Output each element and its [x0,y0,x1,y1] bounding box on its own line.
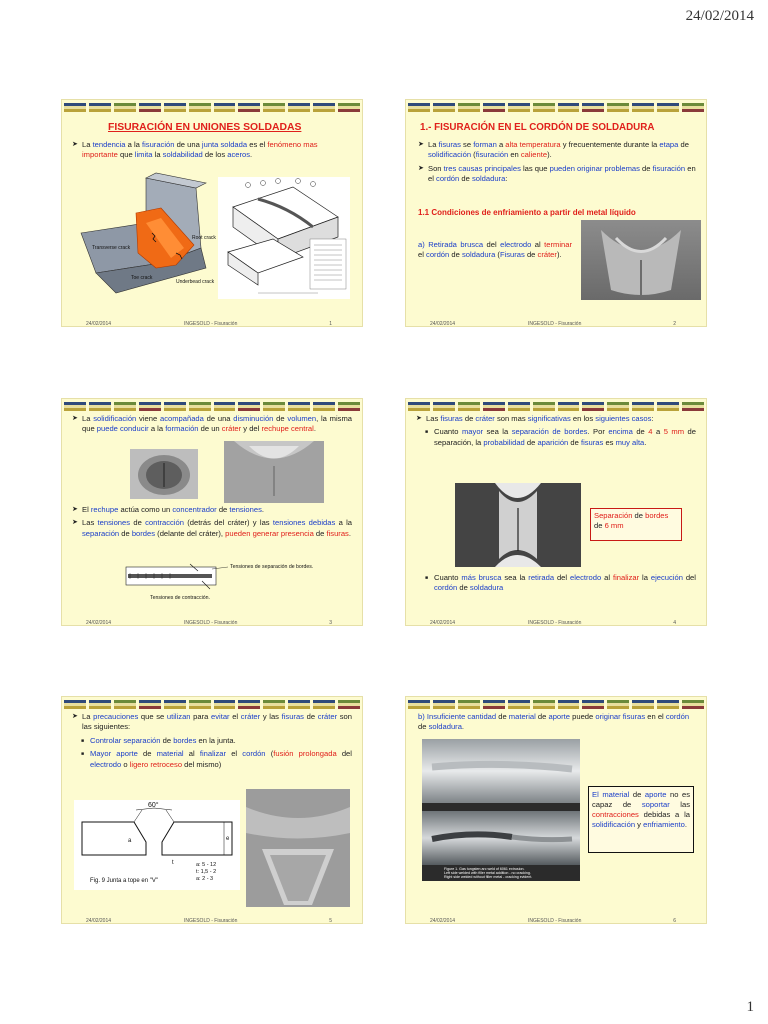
footer-center: INGESOLD - Fisuración [528,620,582,626]
footer-date: 24/02/2014 [86,620,112,626]
a-label: a [128,838,132,844]
filler-material-callout: El material de aporte no es capaz de soportar las contracciones debidas a la solidificación y enfriamiento. [588,786,694,853]
slide-number: 5 [329,918,332,924]
slide-title: FISURACIÓN EN UNIONES SOLDADAS [108,122,302,133]
label-contraccion: Tensiones de contracción. [150,595,210,601]
t-label: t [172,860,174,866]
decorative-stripe [406,700,706,709]
angle-label: 60° [148,802,159,809]
slide-number: 3 [329,620,332,626]
photo-caption-line-3: Right side welded without filler metal - cracking evident. [444,875,533,879]
footer-date: 24/02/2014 [430,321,456,327]
weld-crack-diagram [76,173,216,298]
slide-title: 1.- FISURACIÓN EN EL CORDÓN DE SOLDADURA [420,122,655,133]
spec-a2: a: 2 - 3 [196,876,214,882]
decorative-stripe [406,103,706,112]
bullet-text: ➤ La solidificación viene acompañada de una disminución de volumen, la misma que puede conducir a la formación de un cráter y del rechupe central. [72,414,352,435]
bullet-text: ➤ La tendencia a la fisuración de una junta soldada es el fenómeno mas importante que limita la soldabilidad de los aceros. [72,140,350,161]
figure-caption: Fig. 9 Junta a tope en "V" [90,878,158,884]
decorative-stripe [406,402,706,411]
label-underbead-crack: Underbead crack [176,279,215,285]
page-number: 1 [746,999,754,1015]
bullet-text: ➤ Son tres causas principales las que pueden originar problemas de fisuración en el cordón de soldadura: [418,164,696,185]
label-root-crack: Root crack [192,235,216,241]
spec-t: t: 1,5 - 2 [196,869,217,875]
photo-caption-line-2: Left side welded with filler metal addition - no cracking. [444,871,531,875]
footer-date: 24/02/2014 [430,918,456,924]
slide-5 [62,697,362,923]
slide-3 [62,399,362,625]
item-a-text: a) Retirada brusca del electrodo al terminar el cordón de soldadura (Fisuras de cráter). [418,240,572,260]
bullet-text: ➤ Las fisuras de cráter son mas significativas en los siguientes casos: [416,414,696,424]
crack-types-drawing [218,177,350,299]
footer-center: INGESOLD - Fisuración [184,620,238,626]
slide-number: 6 [673,918,676,924]
decorative-stripe [62,402,362,411]
footer-center: INGESOLD - Fisuración [184,918,238,924]
sub-bullet-text: ■ Mayor aporte de material al finalizar el cordón (fusión prolongada del electrodo o ligero retroceso del mismo) [72,749,352,770]
bullet-text: ➤ El rechupe actúa como un concentrador de tensiones. [72,505,352,515]
crater-section-photo [224,441,324,503]
sub-bullet-text: ■ Cuanto más brusca sea la retirada del electrodo al finalizar la ejecución del cordón de soldadura [416,573,696,594]
slide-6 [406,697,706,923]
sub-bullet-text: ■ Cuanto mayor sea la separación de bordes. Por encima de 4 a 5 mm de separación, la probabilidad de aparición de fisuras es muy alta. [416,427,696,448]
section-subtitle: 1.1 Condiciones de enfriamiento a partir del metal líquido [418,208,636,217]
slide-number: 4 [673,620,676,626]
bullet-text: ➤ La precauciones que se utilizan para evitar el cráter y las fisuras de cráter son las siguientes: [72,712,352,733]
footer-date: 24/02/2014 [430,620,456,626]
bullet-text: ➤ Las tensiones de contracción (detrás del cráter) y las tensiones debidas a la separación de bordes (delante del cráter), pueden generar presencia de fisuras. [72,518,352,539]
slide-4 [406,399,706,625]
crater-crack-photo [581,220,701,300]
footer-center: INGESOLD - Fisuración [184,321,238,327]
footer-center: INGESOLD - Fisuración [528,918,582,924]
tensions-diagram [120,559,314,605]
bullet-text: ➤ La fisuras se forman a alta temperatura y frecuentemente durante la etapa de solidificación (fisuración en caliente). [418,140,696,161]
slide-number: 1 [329,321,332,327]
slide-1 [62,100,362,326]
photo-caption-line-1: Figure 1. Gas tungsten arc weld of 6061 extrusion. [444,867,525,871]
separation-callout: Separación de bordes de 6 mm [590,508,682,541]
edge-separation-photo [455,483,581,567]
slide-2 [406,100,706,326]
decorative-stripe [62,103,362,112]
spec-a: a: 5 - 12 [196,862,217,868]
footer-date: 24/02/2014 [86,321,112,327]
e-label: e [226,836,230,842]
label-separacion: Tensiones de separación de bordes. [230,564,314,570]
item-b-text: b) Insuficiente cantidad de material de aporte puede originar fisuras en el cordón de soldadura. [418,712,690,732]
v-joint-drawing [74,800,240,890]
label-toe-crack: Toe crack [131,275,153,281]
crater-top-photo [130,449,198,499]
slide-number: 2 [673,321,676,327]
footer-date: 24/02/2014 [86,918,112,924]
label-transverse-crack: Transverse crack [92,245,131,251]
weld-extrusion-photo [422,739,580,881]
sub-bullet-text: ■ Controlar separación de bordes en la junta. [72,736,352,746]
page-date: 24/02/2014 [685,8,754,24]
decorative-stripe [62,700,362,709]
footer-center: INGESOLD - Fisuración [528,321,582,327]
v-joint-macro-photo [246,789,350,907]
